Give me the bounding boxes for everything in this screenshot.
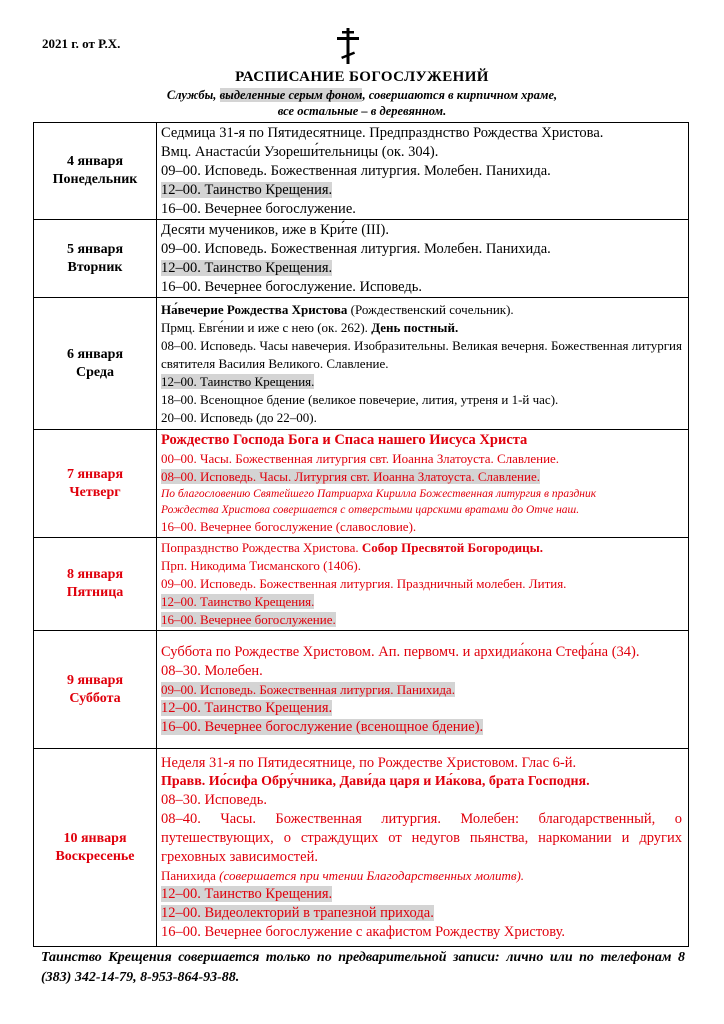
list-item: 08–30. Молебен. <box>161 662 263 679</box>
list-item: 16–00. Вечернее богослужение (славословие). <box>161 519 417 534</box>
list-item: Прп. Никодима Тисманского (1406). <box>161 558 362 573</box>
services-cell <box>157 123 689 220</box>
services-cell <box>157 220 689 298</box>
list-item: Седмица 31-я по Пятидесятнице. Предпразднство Рождества Христова. <box>161 124 604 141</box>
list-item: 08–00. Исповедь. Часы навечерия. Изобразительны. Великая вечерня. Божественная литургия святителя Василия Великого. Славление. <box>161 337 682 371</box>
table-row <box>34 220 689 298</box>
list-item: 12–00. Таинство Крещения. <box>161 181 333 198</box>
list-item: 09–00. Исповедь. Божественная литургия. Молебен. Панихида. <box>161 162 551 179</box>
list-item: 09–00. Исповедь. Божественная литургия. Молебен. Панихида. <box>161 240 551 257</box>
list-item: 12–00. Таинство Крещения. <box>161 259 333 276</box>
list-item: По благословению Святейшего Патриарха Кирилла Божественная литургия в праздник <box>161 488 597 500</box>
list-item: Прмц. Евге́нии и иже с нею (ок. 262). День постный. <box>161 319 459 335</box>
table-row <box>34 298 689 430</box>
list-item: 08–30. Исповедь. <box>161 791 268 808</box>
list-item: 08–00. Исповедь. Часы. Литургия свт. Иоанна Златоуста. Славление. <box>161 469 540 484</box>
list-item: 12–00. Видеолекторий в трапезной прихода. <box>161 904 434 921</box>
day-cell: 4 января Понедельник <box>34 123 157 220</box>
table-row <box>34 123 689 220</box>
list-item: 09–00. Исповедь. Божественная литургия. Праздничный молебен. Лития. <box>161 576 567 591</box>
list-item: Вмц. Анастасúи Узореши́тельницы (ок. 304). <box>161 143 439 160</box>
list-item: 20–00. Исповедь (до 22–00). <box>161 409 317 425</box>
list-item: Неделя 31-я по Пятидесятнице, по Рождестве Христовом. Глас 6-й. <box>161 754 577 771</box>
services-cell <box>157 749 689 947</box>
footer-note: Таинство Крещения совершается только по предварительной записи: лично или по телефонам 8 (383) 342-14-79, 8-953-864-93-88. <box>41 950 685 985</box>
orthodox-cross-icon <box>334 28 362 64</box>
list-item: Рождества Христова совершается с отверстыми царскими вратами до Отче наш. <box>161 504 580 516</box>
list-item: 16–00. Вечернее богослужение с акафистом Рождеству Христову. <box>161 923 566 940</box>
day-cell: 5 января Вторник <box>34 220 157 298</box>
list-item: 16–00. Вечернее богослужение (всенощное бдение). <box>161 718 484 735</box>
list-item: 00–00. Часы. Божественная литургия свт. Иоанна Златоуста. Славление. <box>161 451 560 466</box>
subtitle-highlight: выделенные серым фоном <box>219 88 363 102</box>
list-item: 12–00. Таинство Крещения. <box>161 885 333 902</box>
day-cell: 7 января Четверг <box>34 430 157 538</box>
year-label: 2021 г. от Р.Х. <box>42 36 121 51</box>
list-item: 16–00. Вечернее богослужение. <box>161 200 356 217</box>
services-cell <box>157 298 689 430</box>
list-item: 16–00. Вечернее богослужение. <box>161 612 336 627</box>
services-cell <box>157 538 689 631</box>
list-item: 12–00. Таинство Крещения. <box>161 373 315 389</box>
list-item: 16–00. Вечернее богослужение. Исповедь. <box>161 278 423 295</box>
day-cell: 6 января Среда <box>34 298 157 430</box>
list-item: 08–40. Часы. Божественная литургия. Молебен: благодарственный, о путешествующих, о страждущих от недугов пьянства, наркомании и других греховных зависимостей. <box>161 810 682 865</box>
list-item: Суббота по Рождестве Христовом. Ап. первомч. и архидиа́кона Стефа́на (34). <box>161 643 640 660</box>
schedule-table <box>33 122 689 947</box>
list-item: 12–00. Таинство Крещения. <box>161 594 315 609</box>
table-row <box>34 538 689 631</box>
services-cell <box>157 631 689 749</box>
day-cell: 8 января Пятница <box>34 538 157 631</box>
table-row <box>34 749 689 947</box>
services-cell <box>157 430 689 538</box>
list-item: 12–00. Таинство Крещения. <box>161 699 333 716</box>
page-title: РАСПИСАНИЕ БОГОСЛУЖЕНИЙ <box>235 69 489 85</box>
list-item: Десяти мучеников, иже в Кри́те (III). <box>161 221 389 238</box>
table-row <box>34 430 689 538</box>
day-cell: 10 января Воскресенье <box>34 749 157 947</box>
subtitle-line-1: Службы, выделенные серым фоном, совершаются в кирпичном храме, <box>166 88 558 102</box>
list-item: Рождество Господа Бога и Спаса нашего Иисуса Христа <box>161 432 528 448</box>
list-item: 18–00. Всенощное бдение (великое повечерие, лития, утреня и 1-й час). <box>161 391 559 407</box>
list-item: Панихида (совершается при чтении Благодарственных молитв). <box>161 867 525 883</box>
day-cell: 9 января Суббота <box>34 631 157 749</box>
table-row <box>34 631 689 749</box>
list-item: Попразднство Рождества Христова. Собор Пресвятой Богородицы. <box>161 540 543 555</box>
list-item: Правв. Ио́сифа Обру́чника, Дави́да царя и Иа́кова, брата Господня. <box>161 773 590 789</box>
list-item: На́вечерие Рождества Христова (Рождественский сочельник). <box>161 301 514 317</box>
subtitle-line-2: все остальные – в деревянном. <box>277 104 447 118</box>
list-item: 09–00. Исповедь. Божественная литургия. Панихида. <box>161 681 455 697</box>
